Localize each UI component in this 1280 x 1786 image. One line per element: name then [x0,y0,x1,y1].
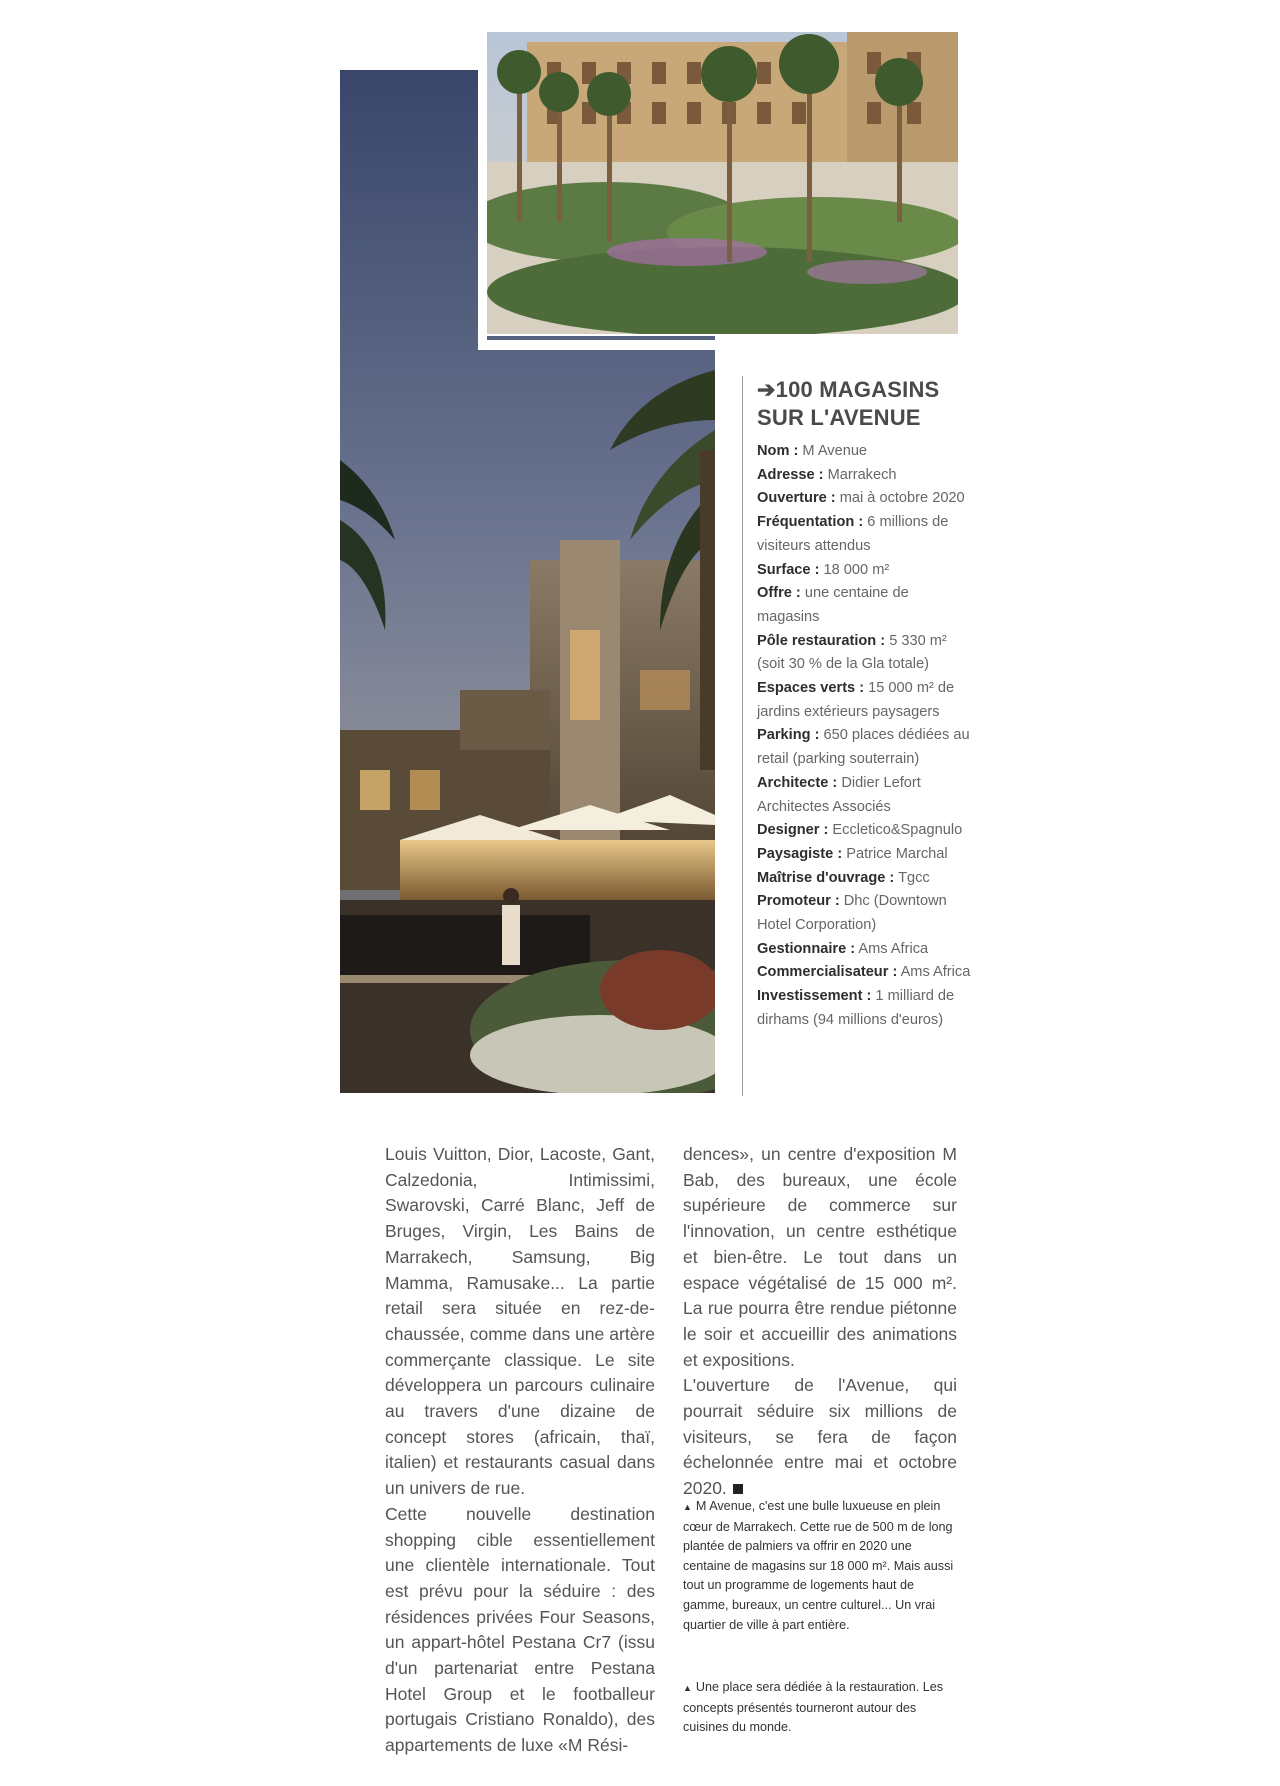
fact-label: Surface : [757,561,820,578]
triangle-up-icon: ▲ [683,1683,692,1693]
fact-row [757,677,974,724]
fact-label: Architecte : [757,774,838,791]
key-facts-title [757,376,974,432]
fact-label: Parking : [757,727,820,744]
article-paragraph: Cette nouvelle destination shopping cible essentiellement une clientèle internationale. Tout est prévu pour la séduire : des résidences privées Four Seasons, un appart-hôtel Pestana Cr7 (issu d'un partenariat entre Pestana Hotel Group et le footballeur portugais Cristiano Ronaldo), des appartements de luxe «M Rési- [385,1503,655,1756]
fact-row [757,867,974,891]
fact-row [757,440,974,464]
fact-row [757,559,974,583]
fact-value: Marrakech [823,466,897,483]
photo-caption-1 [683,1497,958,1635]
fact-row [757,985,974,1032]
fact-label: Fréquentation : [757,514,864,531]
fact-value: Eccletico&Spagnulo [828,822,963,839]
fact-label: Ouverture : [757,490,836,507]
fact-row [757,890,974,937]
title-line-1: 100 MAGASINS [775,377,940,402]
fact-value: 650 places dédiées au retail (parking souterrain) [757,727,970,768]
article-column-left [385,1142,655,1759]
fact-value: une centaine de magasins [757,585,909,625]
fact-value: 1 milliard de dirhams (94 millions d'euros) [757,988,955,1028]
end-mark-icon [733,1484,743,1494]
fact-label: Paysagiste : [757,845,843,862]
fact-label: Maîtrise d'ouvrage : [757,869,895,886]
fact-value: 18 000 m² [819,561,890,578]
fact-label: Designer : [757,822,829,839]
fact-label: Adresse : [757,466,824,483]
fact-value: Tgcc [894,869,930,886]
triangle-up-icon: ▲ [683,1502,692,1512]
fact-value: Patrice Marchal [842,845,948,862]
fact-label: Offre : [757,585,801,602]
fact-label: Gestionnaire : [757,940,856,957]
fact-row [757,843,974,867]
fact-label: Promoteur : [757,893,840,910]
fact-label: Commercialisateur : [757,964,898,981]
fact-row [757,819,974,843]
fact-value: mai à octobre 2020 [835,490,965,507]
fact-row [757,582,974,629]
fact-label: Espaces verts : [757,680,865,697]
caption-text: M Avenue, c'est une bulle luxueuse en plein cœur de Marrakech. Cette rue de 500 m de long plantée de palmiers va offrir en 2020 une centaine de magasins sur 18 000 m². Mais aussi tout un programme de logements haut de gamme, bureaux, un centre culturel... Un vrai quartier de ville à part entière. [683,1499,954,1632]
caption-text: Une place sera dédiée à la restauration. Les concepts présentés tourneront autour des cuisines du monde. [683,1680,944,1735]
fact-value: 6 millions de visiteurs attendus [757,514,949,554]
fact-value: Ams Africa [855,940,929,957]
fact-row [757,487,974,511]
aerial-courtyard-palm-image [485,30,960,336]
fact-row [757,464,974,488]
article-paragraph [683,1373,957,1502]
arrow-right-icon: ➔ [757,377,776,402]
article-paragraph-text: L'ouverture de l'Avenue, qui pourrait séduire six millions de visiteurs, se fera de façon échelonnée entre mai et octobre 2020. [683,1375,957,1499]
key-facts-box [742,376,974,1096]
article-paragraph: Louis Vuitton, Dior, Lacoste, Gant, Calzedonia, Intimissimi, Swarovski, Carré Blanc, Jeff de Bruges, Virgin, Les Bains de Marrakech, Samsung, Big Mamma, Ramusake... La partie retail sera située en rez-de-chaussée, comme dans une artère commerçante classique. Le site développera un parcours culinaire au travers d'une dizaine de concept stores (africain, thaï, italien) et restaurants casual dans un univers de rue. [385,1144,655,1499]
fact-label: Investissement : [757,988,872,1005]
fact-label: Nom : [757,443,799,459]
title-line-2: SUR L'AVENUE [757,405,921,430]
photo-caption-2 [683,1678,958,1738]
key-facts-list [757,440,974,1033]
fact-row [757,772,974,819]
fact-label: Pôle restauration : [757,632,886,649]
fact-row [757,724,974,771]
fact-value: Didier Lefort Architectes Associés [757,774,921,815]
fact-value: 15 000 m² de jardins extérieurs paysagers [757,680,955,720]
fact-row [757,630,974,677]
article-column-right [683,1142,957,1502]
fact-value: Dhc (Downtown Hotel Corporation) [757,893,947,934]
frame-gap [478,340,718,350]
fact-value: M Avenue [798,443,868,459]
fact-value: Ams Africa [897,964,971,981]
fact-row [757,961,974,985]
fact-row [757,511,974,558]
fact-value: 5 330 m² (soit 30 % de la Gla totale) [757,632,947,673]
fact-row [757,938,974,962]
article-paragraph: dences», un centre d'exposition M Bab, des bureaux, une école supérieure de commerce sur l'innovation, un centre esthétique et bien-être. Le tout dans un espace végétalisé de 15 000 m². La rue pourra être rendue piétonne le soir et accueillir des animations et expositions. [683,1144,957,1370]
